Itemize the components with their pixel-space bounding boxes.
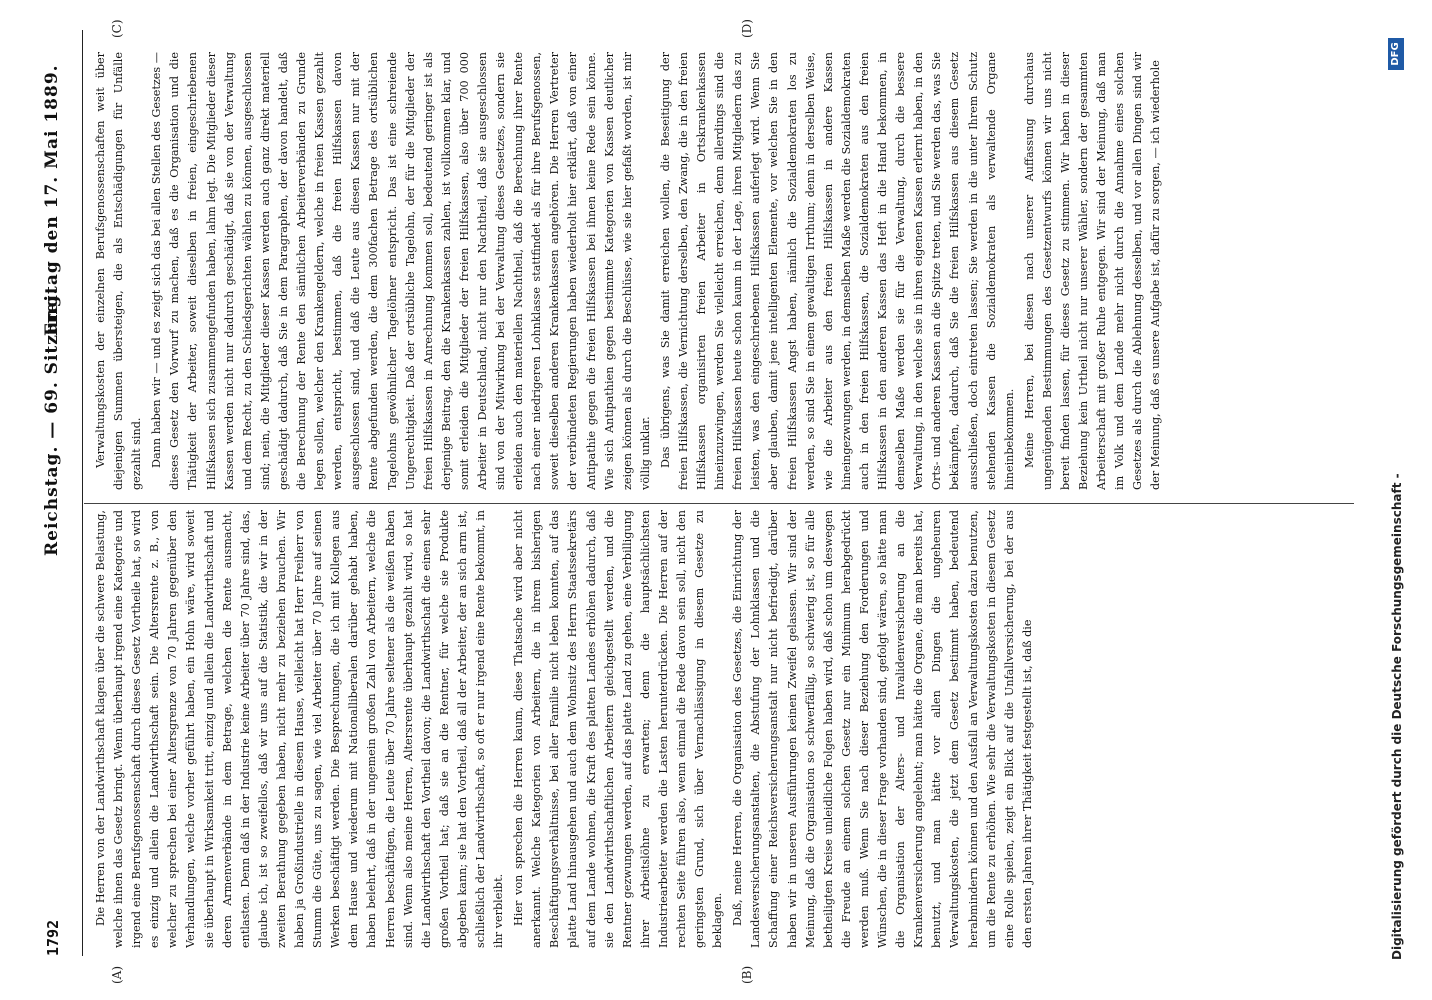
digitization-credit [1388,0,1412,1000]
margin-marker-c: (C) [110,19,124,38]
column-divider [84,503,1354,504]
text-column-left [92,510,1342,948]
margin-marker-d: (D) [740,19,754,38]
paragraph: Meine Herren, bei diesen nach unserer Auffassung durchaus ungenügenden Bestimmungen des Gesetzentwurfs können wir uns nicht bereit finden lassen, für dieses Gesetz zu stimmen. Wir haben in dieser Beziehung kein Urtheil nicht nur unserer Wähler, sondern der gesammten Arbeiterschaft mit großer Ruhe entgegen. Wir sind der Meinung, daß man im Volk und dem Lande mehr nicht durch die Annahme eines solchen Gesetzes als durch die Ablehnung desselben, und vor allen Dingen sind wir der Meinung, daß es unsere Aufgabe ist, dafür zu sorgen, — ich wiederhole [1022,52,1163,490]
paragraph: Das übrigens, was Sie damit erreichen wollen, die Beseitigung der freien Hilfskassen, die Vernichtung derselben, den Zwang, die in den freien Hilfskassen organisirten freien Arbeiter in Ortskrankenkassen hineinzuzwingen, werden Sie vielleicht erreichen, denn allerdings sind die freien Hilfskassen heute schon kaum in der Lage, ihren Mitgliedern das zu leisten, was den eingeschriebenen Hilfskassen auferlegt wird. Wenn Sie aber glauben, damit jene intelligenten Elemente, vor welchen Sie in den freien Hilfskassen Angst haben, nämlich die Sozialdemokraten los zu werden, so sind Sie in einem gewaltigen Irrthum; denn in derselben Weise, wie die Arbeiter aus den freien Hilfskassen in andere Kassen hineingezwungen werden, in demselben Maße werden die Sozialdemokraten auch in den freien Hilfskassen, die Sozialdemokraten aus den freien Hilfskassen in den anderen Kassen das Heft in die Hand bekommen, in demselben Maße werden sie für die Verwaltung, durch die bessere Verwaltung, in den welche sie in ihren eigenen Kassen erlernt haben, in den Orts- und anderen Kassen an die Spitze treten, und Sie werden das, was Sie bekämpfen, dadurch, daß Sie die freien Hilfskassen aus diesem Gesetz ausschließen, doch eintreten lassen; Sie werden in die unter Ihrem Schutz stehenden Kassen die Sozialdemokraten als verwaltende Organe hineinbekommen. [658,52,1016,490]
text-column-right [92,52,1342,490]
page-number: 1792 [44,919,62,956]
margin-marker-a: (A) [110,965,124,984]
margin-marker-b: (B) [740,965,754,984]
paragraph: Verwaltungskosten der einzelnen Berufsgenossenschaften weit über diejenigen Summen übersteigen, die als Entschädigungen für Unfälle gezahlt sind. [94,52,144,490]
paragraph: Hier von sprechen die Herren kaum, diese Thatsache wird aber nicht anerkannt. Welche Kategorien von Arbeitern, die in ihrem bisherigen Beschäftigungsverhältnisse, bei aller Familie nicht leben konnten, auf das platte Land hinausgehen und auch dem Wohnsitz des Herrn Staatssekretärs auf dem Lande wohnen, die Kraft des platten Landes erhöhen dadurch, daß sie den Landwirthschaftlichen Arbeitern gleichgestellt werden, und die Rentner gezwungen werden, auf das platte Land zu gehen, eine Verbilligung ihrer Arbeitslöhne zu erwarten; denn die hauptsächlichsten Industriearbeiter werden die Lasten herunterdrücken. Die Herren auf der rechten Seite führen also, wenn einmal die Rede davon sein soll, nicht den geringsten Grund, sich über Vernachlässigung in diesem Gesetze zu beklagen. [512,510,725,948]
running-head-left: Reichstag. — 69. Sitzung. [42,287,62,556]
paragraph: Dann haben wir — und es zeigt sich das bei allen Stellen des Gesetzes — dieses Gesetz den Vorwurf zu machen, daß es die Organisation und die Thätigkeit der Arbeiter, soweit dieselben in freien, eingeschriebenen Hilfskassen sich zusammengefunden haben, lahm legt. Die Mitglieder dieser Kassen werden nicht nur dadurch geschädigt, daß sie von der Verwaltung und dem Recht, zu den Schiedsgerichten wählen zu können, ausgeschlossen sind; nein, die Mitglieder dieser Kassen werden auch ganz direkt materiell geschädigt dadurch, daß Sie in dem Paragraphen, der davon handelt, daß die Berechnung der Rente den sämtlichen Arbeiterverbänden zu Grunde legen sollen, welcher den Krankengeldern, welche in freien Kassen gezahlt werden, entspricht, bestimmen, daß die freien Hilfskassen davon ausgeschlossen sind, und daß die Leute aus diesen Kassen nur mit der Rente abgefunden werden, die dem 300fachen Betrage des ortsüblichen Tagelohns gewöhnlicher Tagelöhner entspricht. Das ist eine schreiende Ungerechtigkeit. Daß der ortsübliche Tagelohn, der für die Mitglieder der freien Hilfskassen in Anrechnung kommen soll, bedeutend geringer ist als derjenige Beitrag, den die Krankenkassen zahlen, ist vollkommen klar, und somit erleiden die Mitglieder der freien Hilfskassen, also über 700 000 Arbeiter in Deutschland, nicht nur den Nachtheil, daß sie ausgeschlossen sind von der Mitwirkung bei der Verwaltung dieses Gesetzes, sondern sie erleiden auch den materiellen Nachtheil, daß die Berechnung ihrer Rente nach einer niedrigeren Lohnklasse stattfindet als für ihre Berufsgenossen, soweit dieselben anderen Krankenkassen angehören. Die Herren Vertreter der verbündeten Regierungen haben wiederholt hier erklärt, daß von einer Antipathie gegen die freien Hilfskassen bei ihnen keine Rede sein könne. Wie sich Antipathien gegen bestimmte Kategorien von Kassen deutlicher zeigen können als durch die Beschlüsse, wie sie hier gefaßt worden, ist mir völlig unklar. [150,52,652,490]
dfg-logo: DFG [1388,38,1404,70]
paragraph: Die Herren von der Landwirthschaft klagen über die schwere Belastung, welche ihnen das Gesetz bringt. Wenn überhaupt irgend eine Kategorie und irgend eine Berufsgenossenschaft durch dieses Gesetz Vortheile hat, so wird es einzig und allein die Landwirthschaft sein. Die Altersrente z. B., von welcher zu sprechen bei einer Altersgrenze von 70 Jahren gegenüber den Verhandlungen, welche vorher geführt haben, ein Hohn wäre, wird soweit sie überhaupt in Wirksamkeit tritt, einzig und allein die Landwirthschaft und deren Armenverbände in dem Betrage, welchen die Rente ausmacht, entlasten. Denn daß in der Industrie keine Arbeiter über 70 Jahre sind, das, glaube ich, ist so zweifellos, daß wir uns auf die Statistik, die wir in der zweiten Berathung gegeben haben, nicht mehr zu beziehen brauchen. Wir haben ja Großindustrielle in diesem Hause, vielleicht hat Herr Freiherr von Stumm die Güte, uns zu sagen, wie viel Arbeiter über 70 Jahre auf seinen Werken beschäftigt werden. Die Besprechungen, die ich mit Kollegen aus dem Hause und wiederum mit Nationalliberalen darüber gehabt haben, haben belehrt, daß in der ungemein großen Zahl von Arbeitern, welche die Herren beschäftigen, die Leute über 70 Jahre seltener als die weißen Raben sind. Wenn also meine Herren, Altersrente überhaupt gezahlt wird, so hat die Landwirthschaft den Vortheil davon; die Landwirthschaft die einen sehr großen Vortheil hat; daß sie an die Rentner, für welche sie Produkte abgeben kann; sie hat den Vortheil, daß all der Arbeiter, der an sich arm ist, schließlich der Landwirthschaft, so oft er nur irgend eine Rente bekommt, in ihr verbleibt. [94,510,506,948]
running-head-right: Freitag den 17. Mai 1889. [42,64,62,336]
running-header [38,30,78,956]
header-rule [82,30,83,956]
paragraph: Daß, meine Herren, die Organisation des Gesetzes, die Einrichtung der Landesversicherungsanstalten, die Abstufung der Lohnklassen und die Schaffung einer Reichsversicherungsanstalt nur nicht befriedigt, darüber haben wir in unseren Ausführungen keinen Zweifel gelassen. Wir sind der Meinung, daß die Organisation so schwerfällig, so schwierig ist, so für alle betheiligten Kreise unleidliche Folgen haben wird, daß schon um deswegen die Freude an einem solchen Gesetz nur ein Minimum herabgedrückt werden muß. Wenn Sie nach dieser Beziehung den Forderungen und Wünschen, die in dieser Frage vorhanden sind, gefolgt wären, so hätte man die Organisation der Alters- und Invalidenversicherung an die Krankenversicherung angelehnt; man hätte die Organe, die man bereits hat, benutzt, und man hätte vor allen Dingen die ungeheuren Verwaltungskosten, die jetzt dem Gesetz bestimmt haben, bedeutend herabmindern können und den Ausfall an Verwaltungskosten dazu benutzen, um die Rente zu erhöhen. Wie sehr die Verwaltungskosten in diesem Gesetz eine Rolle spielen, zeigt ein Blick auf die Unfallversicherung, bei der aus den ersten Jahren ihrer Thätigkeit festgestellt ist, daß die [731,510,1034,948]
credit-text: Digitalisierung gefördert durch die Deutsche Forschungsgemeinschaft - [1390,473,1404,960]
